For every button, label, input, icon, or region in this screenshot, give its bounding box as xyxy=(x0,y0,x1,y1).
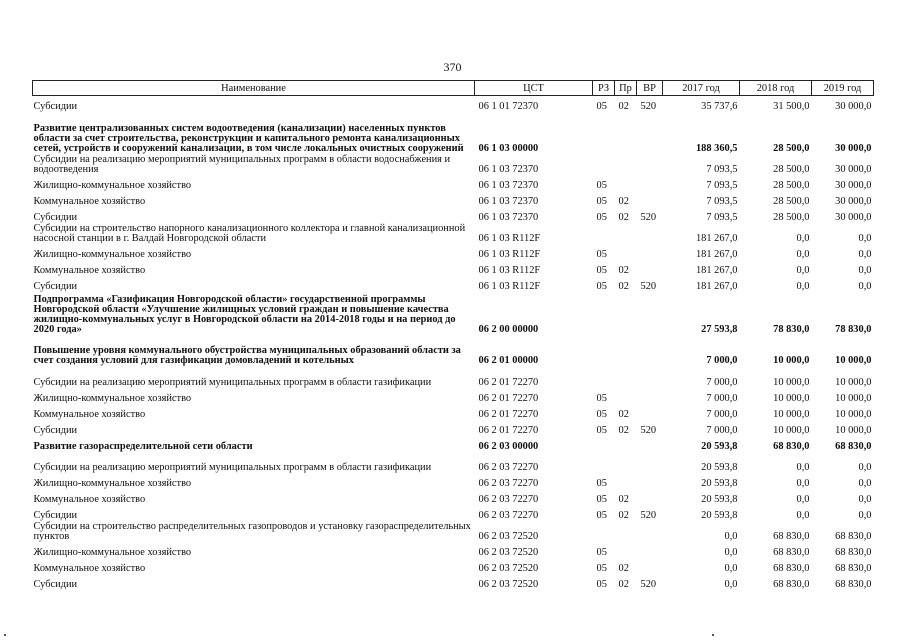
cell-y2017: 20 593,8 xyxy=(701,440,738,452)
cell-pr: 02 xyxy=(618,196,629,208)
cell-name: Жилищно-коммунальное хозяйство xyxy=(33,477,192,489)
cell-y2017: 20 593,8 xyxy=(701,509,738,521)
cell-vr xyxy=(637,191,663,207)
cell-cst: 06 2 03 72270 xyxy=(478,461,539,473)
cell-pr xyxy=(615,223,637,244)
cell-y2019: 30 000,0 xyxy=(835,196,872,208)
cell-rz: 05 xyxy=(596,265,607,277)
cell-rz: 05 xyxy=(596,392,607,404)
table-body xyxy=(33,96,874,591)
cell-y2018: 0,0 xyxy=(796,281,810,293)
cell-pr xyxy=(615,452,637,473)
cell-y2018: 28 500,0 xyxy=(773,142,810,154)
cell-pr xyxy=(615,366,637,387)
cell-vr xyxy=(637,292,663,334)
table-row xyxy=(33,521,874,542)
cell-y2019: 0,0 xyxy=(858,461,872,473)
cell-pr xyxy=(615,473,637,489)
cell-y2017: 7 093,5 xyxy=(706,196,738,208)
cell-y2019: 10 000,0 xyxy=(835,408,872,420)
cell-y2017: 35 737,6 xyxy=(701,100,738,112)
cell-y2019: 30 000,0 xyxy=(835,180,872,192)
cell-y2019: 0,0 xyxy=(858,477,872,489)
cell-pr xyxy=(615,112,637,154)
header-2017: 2017 год xyxy=(663,81,740,96)
table-row xyxy=(33,223,874,244)
scan-speck xyxy=(712,634,714,636)
table-row xyxy=(33,574,874,590)
cell-cst: 06 1 03 R112F xyxy=(478,249,541,261)
cell-y2018: 68 830,0 xyxy=(773,547,810,559)
cell-y2019: 30 000,0 xyxy=(835,164,872,176)
cell-vr: 520 xyxy=(640,579,657,591)
cell-y2019: 0,0 xyxy=(858,249,872,261)
cell-y2017: 0,0 xyxy=(724,579,738,591)
cell-y2019: 0,0 xyxy=(858,233,872,245)
cell-rz xyxy=(593,452,615,473)
cell-cst: 06 2 03 72520 xyxy=(478,531,539,543)
cell-y2019: 0,0 xyxy=(858,509,872,521)
cell-y2019: 68 830,0 xyxy=(835,579,872,591)
cell-rz: 05 xyxy=(596,249,607,261)
cell-name: Жилищно-коммунальное хозяйство xyxy=(33,392,192,404)
table-row xyxy=(33,388,874,404)
cell-name: Развитие газораспределительной сети области xyxy=(33,440,253,452)
table-row xyxy=(33,260,874,276)
cell-name: Коммунальное хозяйство xyxy=(33,408,146,420)
table-row xyxy=(33,335,874,367)
cell-y2019: 10 000,0 xyxy=(835,355,872,367)
cell-y2019: 68 830,0 xyxy=(835,563,872,575)
cell-y2018: 10 000,0 xyxy=(773,392,810,404)
cell-y2018: 68 830,0 xyxy=(773,440,810,452)
cell-y2019: 10 000,0 xyxy=(835,376,872,388)
cell-y2018: 0,0 xyxy=(796,461,810,473)
table-row xyxy=(33,420,874,436)
cell-rz: 05 xyxy=(596,100,607,112)
cell-cst: 06 2 01 72270 xyxy=(478,376,539,388)
cell-name: Субсидии на реализацию мероприятий муниципальных программ в области газификации xyxy=(33,461,432,473)
cell-cst: 06 2 01 72270 xyxy=(478,424,539,436)
cell-cst: 06 2 01 72270 xyxy=(478,408,539,420)
cell-cst: 06 1 03 72370 xyxy=(478,196,539,208)
cell-y2017: 7 000,0 xyxy=(706,408,738,420)
cell-y2017: 0,0 xyxy=(724,531,738,543)
header-rz: РЗ xyxy=(593,81,615,96)
cell-y2017: 7 000,0 xyxy=(706,392,738,404)
cell-y2019: 30 000,0 xyxy=(835,100,872,112)
cell-name: Субсидии xyxy=(33,579,78,591)
cell-cst: 06 1 03 00000 xyxy=(478,142,539,154)
cell-rz xyxy=(593,112,615,154)
table-row xyxy=(33,558,874,574)
cell-y2018: 0,0 xyxy=(796,233,810,245)
cell-rz xyxy=(593,436,615,452)
cell-vr xyxy=(637,452,663,473)
cell-cst: 06 2 03 72520 xyxy=(478,563,539,575)
cell-name: Повышение уровня коммунального обустройства муниципальных образований области за счет создания условий для газификации домовладений и котельных xyxy=(33,345,461,367)
cell-y2019: 0,0 xyxy=(858,493,872,505)
header-2018: 2018 год xyxy=(740,81,812,96)
cell-name: Подпрограмма «Газификация Новгородской области» государственной программы Новгородской области «Улучшение жилищных условий граждан и повышение качества жилищно-коммунальных услуг в Новгородской области на 2014-2018 годы и на период до 2020 года» xyxy=(33,293,456,335)
cell-cst: 06 1 03 R112F xyxy=(478,233,541,245)
cell-cst: 06 1 03 72370 xyxy=(478,180,539,192)
cell-pr: 02 xyxy=(618,579,629,591)
cell-vr: 520 xyxy=(640,100,657,112)
table-row xyxy=(33,154,874,175)
cell-cst: 06 1 03 R112F xyxy=(478,265,541,277)
cell-cst: 06 2 03 72520 xyxy=(478,579,539,591)
cell-vr xyxy=(637,521,663,542)
cell-pr: 02 xyxy=(618,424,629,436)
cell-pr: 02 xyxy=(618,100,629,112)
table-header-row xyxy=(33,81,874,96)
cell-pr: 02 xyxy=(618,493,629,505)
header-vr: ВР xyxy=(637,81,663,96)
cell-name: Жилищно-коммунальное хозяйство xyxy=(33,547,192,559)
cell-y2019: 68 830,0 xyxy=(835,440,872,452)
cell-cst: 06 2 01 72270 xyxy=(478,392,539,404)
cell-name: Коммунальное хозяйство xyxy=(33,563,146,575)
cell-y2017: 0,0 xyxy=(724,547,738,559)
cell-pr: 02 xyxy=(618,408,629,420)
cell-pr xyxy=(615,175,637,191)
cell-y2018: 68 830,0 xyxy=(773,563,810,575)
cell-y2019: 0,0 xyxy=(858,265,872,277)
cell-pr xyxy=(615,388,637,404)
table-row xyxy=(33,292,874,334)
cell-cst: 06 2 00 00000 xyxy=(478,323,539,335)
cell-y2018: 28 500,0 xyxy=(773,196,810,208)
cell-rz: 05 xyxy=(596,493,607,505)
cell-y2018: 10 000,0 xyxy=(773,424,810,436)
cell-y2018: 0,0 xyxy=(796,509,810,521)
cell-y2017: 7 000,0 xyxy=(706,376,738,388)
cell-y2018: 0,0 xyxy=(796,265,810,277)
cell-name: Жилищно-коммунальное хозяйство xyxy=(33,249,192,261)
table-row xyxy=(33,505,874,521)
header-pr: Пр xyxy=(615,81,637,96)
cell-cst: 06 2 01 00000 xyxy=(478,355,539,367)
cell-y2018: 10 000,0 xyxy=(773,408,810,420)
header-2019: 2019 год xyxy=(812,81,874,96)
cell-y2018: 31 500,0 xyxy=(773,100,810,112)
cell-rz: 05 xyxy=(596,212,607,224)
cell-y2018: 68 830,0 xyxy=(773,579,810,591)
table-row xyxy=(33,207,874,223)
cell-vr xyxy=(637,404,663,420)
cell-y2017: 181 267,0 xyxy=(695,233,738,245)
cell-cst: 06 1 01 72370 xyxy=(478,100,539,112)
table-row xyxy=(33,436,874,452)
cell-y2017: 7 093,5 xyxy=(706,212,738,224)
table-row xyxy=(33,452,874,473)
cell-vr xyxy=(637,366,663,387)
cell-vr: 520 xyxy=(640,281,657,293)
cell-y2018: 28 500,0 xyxy=(773,212,810,224)
cell-cst: 06 2 03 72270 xyxy=(478,493,539,505)
cell-y2019: 68 830,0 xyxy=(835,547,872,559)
cell-y2019: 30 000,0 xyxy=(835,212,872,224)
cell-rz: 05 xyxy=(596,281,607,293)
cell-vr xyxy=(637,335,663,367)
cell-y2017: 0,0 xyxy=(724,563,738,575)
cell-vr xyxy=(637,473,663,489)
cell-y2017: 7 000,0 xyxy=(706,424,738,436)
cell-vr xyxy=(637,260,663,276)
cell-y2017: 20 593,8 xyxy=(701,477,738,489)
cell-vr xyxy=(637,112,663,154)
cell-vr xyxy=(637,542,663,558)
cell-y2018: 68 830,0 xyxy=(773,531,810,543)
cell-y2017: 27 593,8 xyxy=(701,323,738,335)
header-cst: ЦСТ xyxy=(475,81,593,96)
cell-y2017: 181 267,0 xyxy=(695,281,738,293)
scan-speck xyxy=(4,634,6,636)
cell-y2018: 78 830,0 xyxy=(773,323,810,335)
table-row xyxy=(33,542,874,558)
cell-rz xyxy=(593,335,615,367)
cell-rz: 05 xyxy=(596,579,607,591)
cell-y2018: 10 000,0 xyxy=(773,376,810,388)
page-number: 370 xyxy=(443,60,462,74)
cell-y2017: 7 093,5 xyxy=(706,180,738,192)
cell-vr xyxy=(637,154,663,175)
cell-name: Субсидии на реализацию мероприятий муниципальных программ в области газификации xyxy=(33,376,432,388)
cell-pr xyxy=(615,244,637,260)
cell-name: Субсидии xyxy=(33,100,78,112)
cell-y2018: 28 500,0 xyxy=(773,164,810,176)
cell-name: Субсидии xyxy=(33,424,78,436)
cell-pr xyxy=(615,521,637,542)
cell-name: Коммунальное хозяйство xyxy=(33,196,146,208)
cell-y2018: 0,0 xyxy=(796,249,810,261)
table-row xyxy=(33,366,874,387)
cell-name: Жилищно-коммунальное хозяйство xyxy=(33,180,192,192)
cell-y2018: 0,0 xyxy=(796,477,810,489)
cell-pr: 02 xyxy=(618,281,629,293)
table-row xyxy=(33,276,874,292)
cell-vr xyxy=(637,388,663,404)
cell-cst: 06 2 03 72270 xyxy=(478,509,539,521)
cell-vr xyxy=(637,558,663,574)
cell-cst: 06 2 03 72520 xyxy=(478,547,539,559)
cell-name: Субсидии на реализацию мероприятий муниципальных программ в области водоснабжения и водоотведения xyxy=(33,154,451,176)
cell-name: Субсидии xyxy=(33,281,78,293)
cell-vr xyxy=(637,489,663,505)
cell-vr xyxy=(637,244,663,260)
cell-rz: 05 xyxy=(596,547,607,559)
cell-y2017: 7 000,0 xyxy=(706,355,738,367)
cell-y2019: 30 000,0 xyxy=(835,142,872,154)
cell-y2019: 68 830,0 xyxy=(835,531,872,543)
cell-rz: 05 xyxy=(596,196,607,208)
cell-y2019: 0,0 xyxy=(858,281,872,293)
cell-y2017: 20 593,8 xyxy=(701,493,738,505)
table-row xyxy=(33,244,874,260)
cell-cst: 06 2 03 72270 xyxy=(478,477,539,489)
cell-y2017: 188 360,5 xyxy=(695,142,738,154)
cell-pr xyxy=(615,542,637,558)
table-row xyxy=(33,96,874,112)
cell-cst: 06 1 03 72370 xyxy=(478,164,539,176)
cell-rz: 05 xyxy=(596,477,607,489)
cell-pr: 02 xyxy=(618,265,629,277)
header-name: Наименование xyxy=(33,81,475,96)
cell-y2018: 28 500,0 xyxy=(773,180,810,192)
cell-cst: 06 1 03 R112F xyxy=(478,281,541,293)
cell-y2019: 10 000,0 xyxy=(835,392,872,404)
cell-rz: 05 xyxy=(596,509,607,521)
cell-name: Субсидии на строительство распределительных газопроводов и установку газораспределительных пунктов xyxy=(33,521,471,543)
cell-rz xyxy=(593,292,615,334)
cell-name: Субсидии xyxy=(33,509,78,521)
cell-y2017: 181 267,0 xyxy=(695,265,738,277)
table-row xyxy=(33,473,874,489)
cell-name: Коммунальное хозяйство xyxy=(33,493,146,505)
cell-vr xyxy=(637,436,663,452)
cell-name: Развитие централизованных систем водоотведения (канализации) населенных пунктов области за счет строительства, реконструкции и капитального ремонта канализационных сетей, устройств и сооружений канализации, в том числе локальных очистных сооружений xyxy=(33,122,464,154)
cell-y2018: 0,0 xyxy=(796,493,810,505)
cell-vr xyxy=(637,175,663,191)
cell-rz: 05 xyxy=(596,424,607,436)
table-row xyxy=(33,404,874,420)
cell-rz: 05 xyxy=(596,408,607,420)
cell-y2019: 78 830,0 xyxy=(835,323,872,335)
cell-rz: 05 xyxy=(596,563,607,575)
cell-name: Коммунальное хозяйство xyxy=(33,265,146,277)
table-row xyxy=(33,112,874,154)
cell-cst: 06 1 03 72370 xyxy=(478,212,539,224)
cell-rz xyxy=(593,521,615,542)
cell-vr: 520 xyxy=(640,212,657,224)
cell-rz xyxy=(593,154,615,175)
cell-rz xyxy=(593,366,615,387)
cell-vr: 520 xyxy=(640,509,657,521)
cell-y2017: 20 593,8 xyxy=(701,461,738,473)
cell-vr xyxy=(637,223,663,244)
cell-pr: 02 xyxy=(618,509,629,521)
cell-pr xyxy=(615,292,637,334)
table-row xyxy=(33,191,874,207)
cell-cst: 06 2 03 00000 xyxy=(478,440,539,452)
cell-y2018: 10 000,0 xyxy=(773,355,810,367)
cell-y2017: 7 093,5 xyxy=(706,164,738,176)
cell-y2017: 181 267,0 xyxy=(695,249,738,261)
cell-y2019: 10 000,0 xyxy=(835,424,872,436)
table-row xyxy=(33,489,874,505)
cell-pr xyxy=(615,436,637,452)
cell-name: Субсидии xyxy=(33,212,78,224)
table-row xyxy=(33,175,874,191)
cell-pr xyxy=(615,335,637,367)
cell-rz: 05 xyxy=(596,180,607,192)
cell-name: Субсидии на строительство напорного канализационного коллектора и главной канализационной насосной станции в г. Валдай Новгородской области xyxy=(33,223,466,245)
budget-table xyxy=(32,80,874,590)
cell-pr: 02 xyxy=(618,563,629,575)
cell-vr: 520 xyxy=(640,424,657,436)
cell-rz xyxy=(593,223,615,244)
cell-pr: 02 xyxy=(618,212,629,224)
cell-pr xyxy=(615,154,637,175)
